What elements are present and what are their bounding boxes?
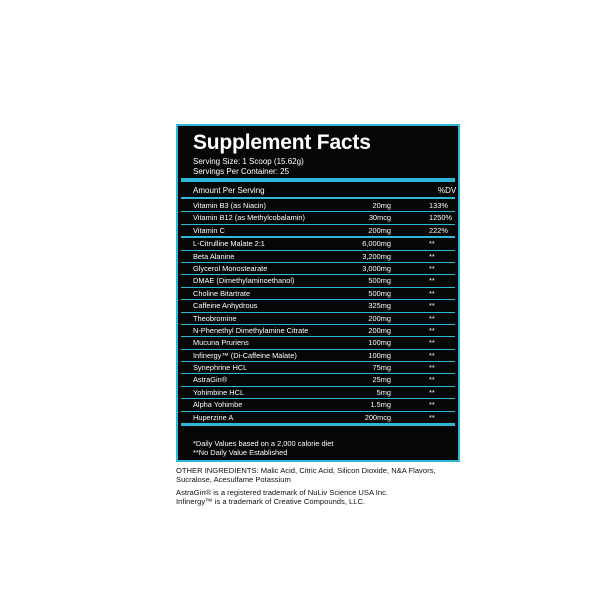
- nutrient-dv: **: [429, 375, 435, 385]
- nutrient-dv: **: [429, 412, 435, 422]
- nutrient-row: [181, 325, 455, 337]
- nutrient-row: [181, 288, 455, 300]
- nutrient-row: [181, 300, 455, 312]
- nutrient-row: [181, 238, 455, 250]
- footnote-no-dv: **No Daily Value Established: [193, 448, 288, 457]
- nutrient-name: Mucuna Pruriens: [193, 338, 249, 348]
- nutrient-row: [181, 399, 455, 411]
- nutrient-name: DMAE (Dimethylaminoethanol): [193, 276, 295, 286]
- nutrient-amount: 5mg: [376, 387, 391, 397]
- header-divider: [181, 197, 455, 199]
- nutrient-dv: **: [429, 363, 435, 373]
- nutrient-amount: 200mg: [368, 325, 391, 335]
- nutrient-amount: 75mg: [372, 363, 391, 373]
- nutrient-dv: **: [429, 288, 435, 298]
- nutrient-row: [181, 337, 455, 349]
- nutrient-amount: 3,200mg: [362, 251, 391, 261]
- nutrient-row: [181, 251, 455, 263]
- servings-per-container: Servings Per Container: 25: [193, 167, 290, 176]
- nutrient-name: Synephrine HCL: [193, 363, 248, 373]
- nutrient-dv: **: [429, 400, 435, 410]
- nutrient-name: AstraGin®: [193, 375, 228, 385]
- supplement-facts-panel: [176, 124, 460, 462]
- nutrient-row: [181, 350, 455, 362]
- nutrient-dv: 133%: [429, 201, 448, 210]
- nutrient-dv: **: [429, 239, 435, 249]
- other-ingredients: OTHER INGREDIENTS: Malic Acid, Citric Acid, Silicon Dioxide, N&A Flavors, Sucralose, Acesulfame Potassium: [176, 466, 436, 485]
- nutrient-dv: **: [429, 387, 435, 397]
- nutrient-name: Theobromine: [193, 313, 237, 323]
- label-notes: [176, 466, 466, 506]
- nutrient-dv: **: [429, 350, 435, 360]
- nutrient-name: Huperzine A: [193, 412, 234, 422]
- nutrient-amount: 30mcg: [368, 213, 391, 223]
- nutrient-amount: 500mg: [368, 276, 391, 286]
- nutrient-amount: 325mg: [368, 301, 391, 311]
- nutrient-name: Yohimbine HCL: [193, 387, 245, 397]
- trademark-infinergy: Infinergy™ is a trademark of Creative Compounds, LLC.: [176, 496, 366, 506]
- serving-size: Serving Size: 1 Scoop (15.62g): [193, 157, 304, 166]
- nutrient-dv: **: [429, 251, 435, 261]
- nutrient-name: Choline Bitartrate: [193, 288, 251, 298]
- nutrient-amount: 100mg: [368, 338, 391, 348]
- nutrient-row: [181, 374, 455, 386]
- nutrient-dv: **: [429, 338, 435, 348]
- nutrient-name: Vitamin B3 (as Niacin): [193, 201, 266, 210]
- nutrient-dv: **: [429, 276, 435, 286]
- nutrient-name: Vitamin C: [193, 225, 225, 235]
- nutrient-amount: 100mg: [368, 350, 391, 360]
- column-header-row: [193, 185, 457, 196]
- nutrient-amount: 200mg: [368, 313, 391, 323]
- nutrient-name: Vitamin B12 (as Methylcobalamin): [193, 213, 306, 223]
- nutrient-name: L-Citrulline Malate 2:1: [193, 239, 265, 249]
- nutrient-amount: 200mcg: [364, 412, 391, 422]
- nutrient-row: [181, 313, 455, 325]
- nutrient-dv: 222%: [429, 225, 448, 235]
- nutrient-rows: [181, 200, 455, 426]
- nutrient-row: [181, 225, 455, 238]
- footnotes: [193, 439, 333, 457]
- nutrient-row: [181, 362, 455, 374]
- nutrient-name: Caffeine Anhydrous: [193, 301, 258, 311]
- nutrient-amount: 200mg: [368, 225, 391, 235]
- nutrient-row: [181, 412, 455, 426]
- nutrient-row: [181, 387, 455, 399]
- nutrient-dv: 1250%: [429, 213, 453, 223]
- nutrient-name: Glycerol Monostearate: [193, 263, 268, 273]
- nutrient-dv: **: [429, 301, 435, 311]
- thick-divider: [181, 178, 455, 182]
- nutrient-row: [181, 275, 455, 287]
- nutrient-name: N-Phenethyl Dimethylamine Citrate: [193, 325, 309, 335]
- nutrient-name: Infinergy™ (Di-Caffeine Malate): [193, 350, 297, 360]
- footnote-daily-values: *Daily Values based on a 2,000 calorie diet: [193, 439, 334, 448]
- nutrient-row: [181, 212, 455, 224]
- nutrient-amount: 500mg: [368, 288, 391, 298]
- trademark-astragin: AstraGin® is a registered trademark of NuLiv Science USA Inc.: [176, 487, 388, 497]
- nutrient-dv: **: [429, 325, 435, 335]
- nutrient-name: Beta Alanine: [193, 251, 235, 261]
- amount-header: Amount Per Serving: [193, 186, 265, 195]
- nutrient-dv: **: [429, 313, 435, 323]
- nutrient-dv: **: [429, 263, 435, 273]
- dv-header: %DV: [438, 186, 457, 195]
- nutrient-name: Alpha Yohimbe: [193, 400, 243, 410]
- nutrient-row: [181, 263, 455, 275]
- nutrient-amount: 1.5mg: [370, 400, 391, 410]
- nutrient-amount: 25mg: [372, 375, 391, 385]
- nutrient-amount: 20mg: [372, 201, 391, 210]
- panel-title: Supplement Facts: [193, 131, 371, 154]
- nutrient-amount: 6,000mg: [362, 239, 391, 249]
- nutrient-row: [181, 200, 455, 212]
- nutrient-amount: 3,000mg: [362, 263, 391, 273]
